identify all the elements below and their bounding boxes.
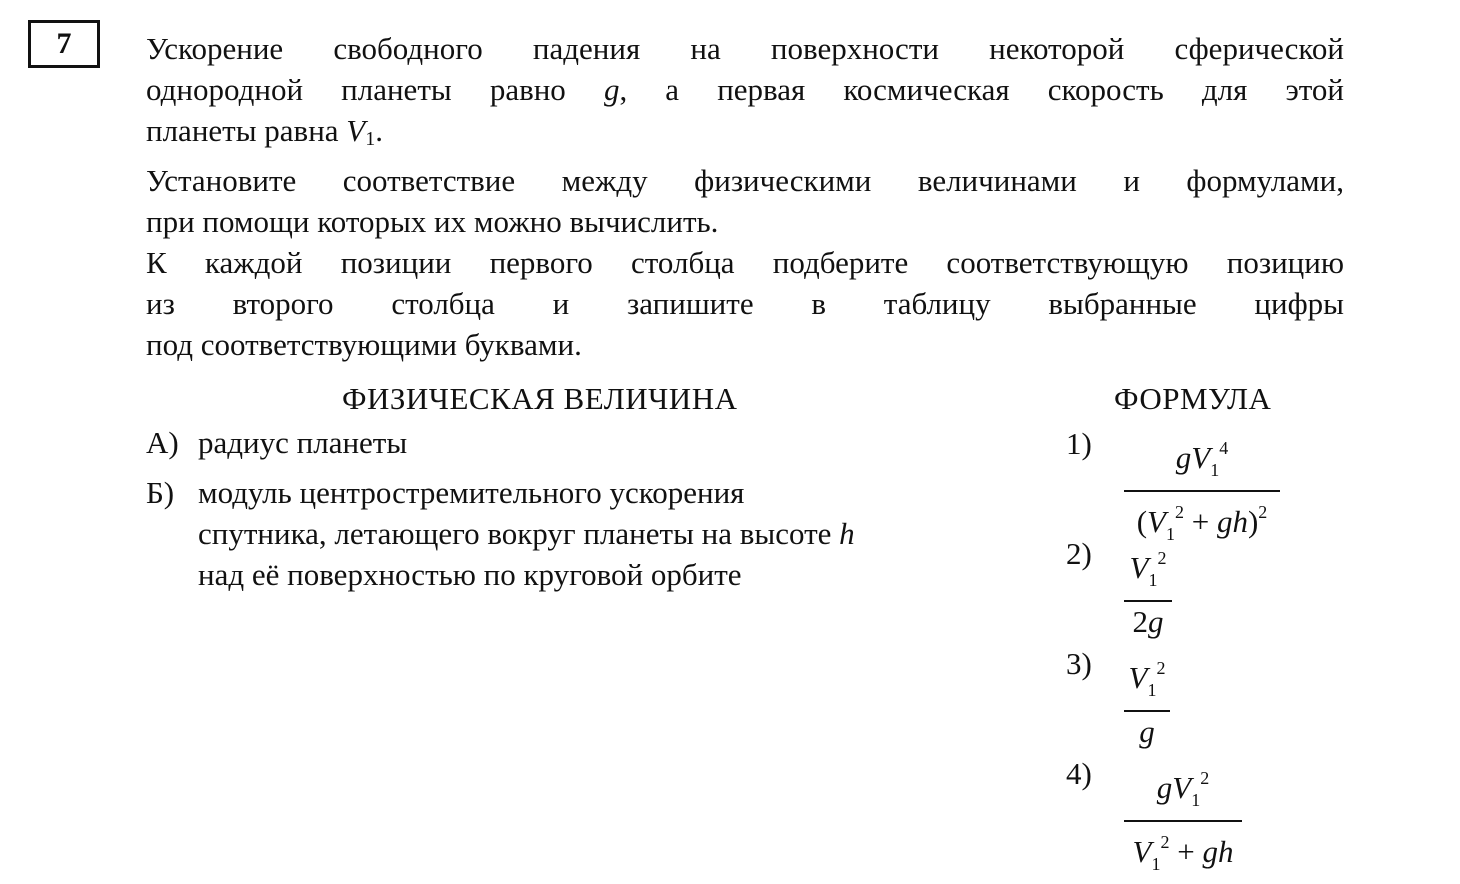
var-v1: V [346,113,366,148]
formula-4-numerator: $gV_1^2$ [1156,768,1210,810]
formula-2-denominator: 2g [1132,604,1164,639]
formula-1-label: 1) [1066,426,1092,461]
intro-line-3: планеты равна V1. [146,113,383,150]
right-column-header: ФОРМУЛА [1114,381,1272,416]
instruction-2-line-1: К каждой позиции первого столбца подберите соответствующую позицию [146,245,1344,280]
left-column-header: ФИЗИЧЕСКАЯ ВЕЛИЧИНА [342,381,738,416]
formula-4-label: 4) [1066,756,1092,791]
intro-line-1: Ускорение свободного падения на поверхности некоторой сферической [146,31,1344,66]
formula-2 [1124,538,1172,642]
formula-1-denominator: $(V_1^2 + gh)^2$ [1136,502,1268,544]
formula-4 [1124,758,1242,884]
quantity-a-text: радиус планеты [198,425,408,460]
quantity-a [146,422,968,463]
instruction-2-line-3: под соответствующими буквами. [146,327,582,362]
quantity-b [146,472,968,595]
task-statement [146,28,1344,365]
formula-1 [1124,428,1280,554]
formula-1-numerator: $gV_1^4$ [1175,438,1229,480]
var-h: h [839,516,855,551]
instruction-1-line-2: при помощи которых их можно вычислить. [146,204,719,239]
quantity-b-text: модуль центростремительного ускорения спутника, летающего вокруг планеты на высоте h над её поверхностью по круговой орбите [198,475,855,592]
formula-3-numerator: $V_1^2$ [1128,658,1166,700]
task-number-box [28,20,100,68]
formula-3-label: 3) [1066,646,1092,681]
formula-3 [1124,648,1170,752]
intro-line-2: однородной планеты равно g, а первая космическая скорость для этой [146,72,1344,107]
var-g: g [603,72,620,107]
formula-2-numerator: $V_1^2$ [1129,548,1167,590]
quantity-b-label: Б) [146,475,175,510]
task-number: 7 [56,27,72,60]
instruction-1-line-1: Установите соответствие между физическими величинами и формулами, [146,163,1344,198]
formula-2-label: 2) [1066,536,1092,571]
instruction-2-line-2: из второго столбца и запишите в таблицу выбранные цифры [146,286,1344,321]
formula-4-denominator: $V_1^2$ + gh [1132,832,1234,874]
formula-3-denominator: g [1139,714,1155,749]
quantity-a-label: А) [146,425,179,460]
